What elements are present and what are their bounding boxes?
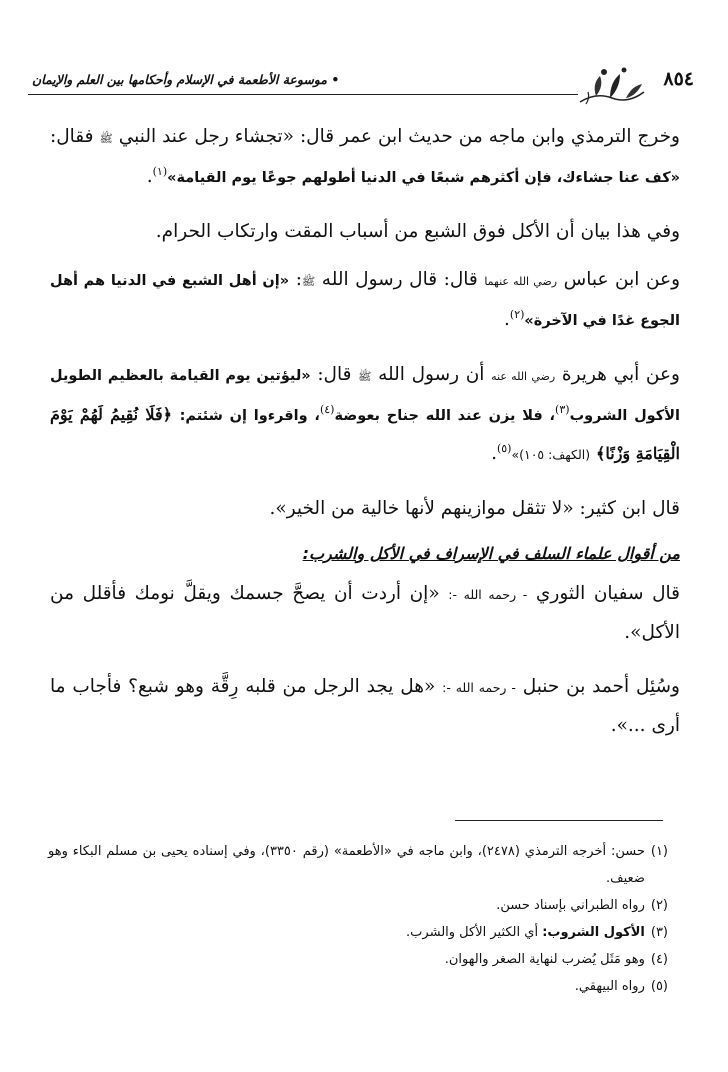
footnote-item: (٣) الأكول الشروب: أي الكثير الأكل والشرب. bbox=[406, 925, 668, 940]
hadith-quote: «كف عنا جشاءك، فإن أكثرهم شبعًا في الدنيا أطولهم جوعًا يوم القيامة» bbox=[167, 170, 680, 186]
honorific-ra: رضي الله عنهما bbox=[484, 275, 558, 288]
header-rule bbox=[28, 94, 578, 95]
paragraph-ahmad: وسُئِل أحمد بن حنبل - رحمه الله -: «هل يجد الرجل من قلبه رِقَّة وهو شبع؟ فأجاب ما أرى ...». bbox=[50, 676, 680, 736]
honorific: ﷺ bbox=[358, 370, 372, 383]
paragraph-explanation: وفي هذا بيان أن الأكل فوق الشبع من أسباب المقت وارتكاب الحرام. bbox=[155, 221, 680, 242]
footnote-marker: (٣) bbox=[555, 402, 570, 416]
hadith-quote: «إن أهل الشبع في الدنيا هم أهل الجوع غدًا في الآخرة» bbox=[50, 273, 680, 329]
page-number: ٨٥٤ bbox=[663, 68, 694, 90]
floral-ornament-icon bbox=[576, 62, 648, 108]
footnote-item: (١) حسن: أخرجه الترمذي (٢٤٧٨)، وابن ماجه في «الأطعمة» (رقم ٣٣٥٠)، وفي إسناده يحيى بن مسلم البكاء وهو ضعيف. bbox=[48, 844, 668, 886]
honorific-ra: رضي الله عنه bbox=[491, 370, 556, 383]
footnote-marker: (١) bbox=[152, 164, 168, 178]
book-title: • موسوعة الأطعمة في الإسلام وأحكامها بين العلم والإيمان bbox=[32, 72, 340, 87]
footnote-item: (٤) وهو مَثَل يُضرب لنهاية الصغر والهوان. bbox=[444, 952, 668, 967]
paragraph-sufyan: قال سفيان الثوري - رحمه الله -: «إن أردت أن يصحَّ جسمك ويقلَّ نومك فأقلل من الأكل». bbox=[50, 583, 680, 643]
paragraph-ibn-kathir: قال ابن كثير: «لا تثقل موازينهم لأنها خالية من الخير». bbox=[269, 498, 680, 519]
paragraph-ibn-abbas: وعن ابن عباس رضي الله عنهما قال: قال رسول الله ﷺ: «إن أهل الشبع في الدنيا هم أهل الجوع غدًا في الآخرة»$^{(٢)}$. bbox=[50, 269, 681, 330]
hadith-quote: «ليؤتين يوم القيامة بالعظيم الطويل الأكول الشروب bbox=[50, 368, 680, 424]
honorific: ﷺ bbox=[99, 132, 113, 145]
footnote-separator bbox=[455, 820, 663, 821]
paragraph-abu-hurayra: وعن أبي هريرة رضي الله عنه أن رسول الله ﷺ قال: «ليؤتين يوم القيامة بالعظيم الطويل الأكول الشروب$^{(٣)}$، فلا يزن عند الله جناح بعوضة$^{(٤)}$، واقرءوا إن شئتم: ﴿فَلَا نُقِيمُ لَهُمْ يَوْمَ الْقِيَامَةِ وَزْنًا﴾ (الكهف: ١٠٥)»$^{(٥)}$. bbox=[50, 364, 680, 464]
footnotes bbox=[48, 838, 668, 1000]
footnote-marker: (٤) bbox=[319, 402, 335, 416]
footnote-marker: (٥) bbox=[496, 441, 512, 455]
footnote-item: (٢) رواه الطبراني بإسناد حسن. bbox=[496, 898, 668, 913]
quran-verse: ﴿فَلَا نُقِيمُ لَهُمْ يَوْمَ الْقِيَامَةِ وَزْنًا﴾ bbox=[50, 405, 680, 463]
section-heading: من أقوال علماء السلف في الإسراف في الأكل والشرب: bbox=[302, 544, 680, 563]
body-text bbox=[50, 118, 680, 761]
footnote-item: (٥) رواه البيهقي. bbox=[574, 979, 668, 994]
footnote-marker: (٢) bbox=[509, 307, 525, 321]
page-header bbox=[28, 58, 708, 108]
verse-reference: (الكهف: ١٠٥)» bbox=[511, 447, 591, 462]
paragraph-tirmidhi: وخرج الترمذي وابن ماجه من حديث ابن عمر قال: «تجشاء رجل عند النبي ﷺ فقال: «كف عنا جشاءك، فإن أكثرهم شبعًا في الدنيا أطولهم جوعًا يوم القيامة»$^{(١)}$. bbox=[50, 126, 680, 187]
honorific: ﷺ bbox=[301, 275, 316, 288]
